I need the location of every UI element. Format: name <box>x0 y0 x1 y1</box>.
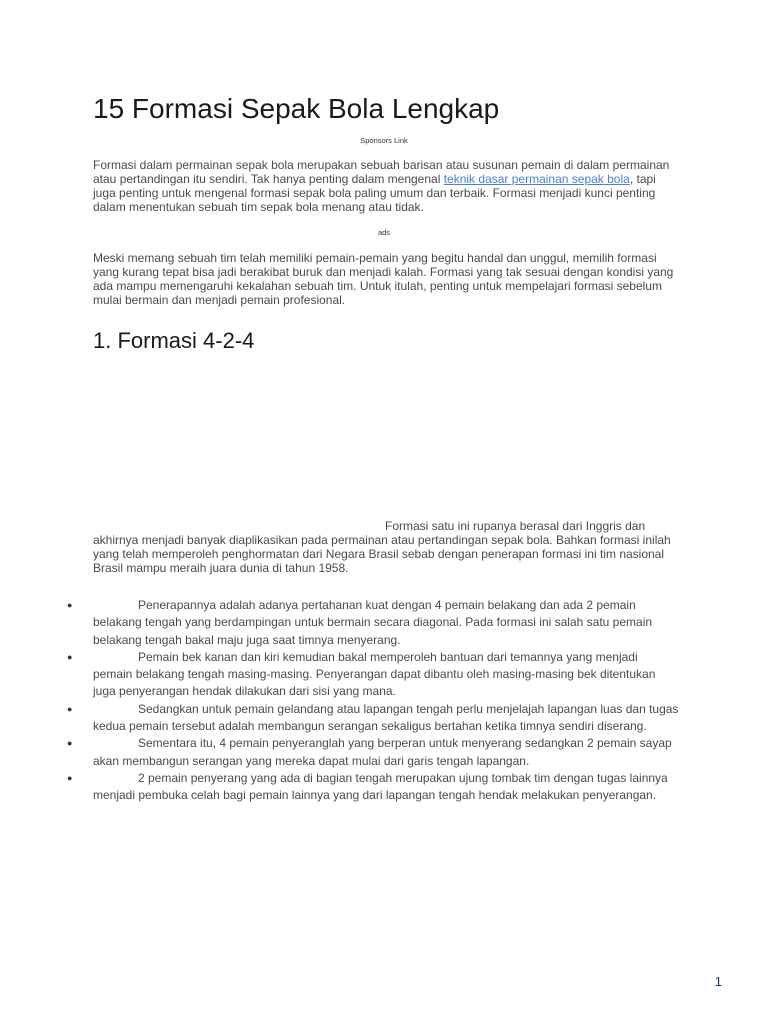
list-item <box>67 701 679 736</box>
list-item-text: Sementara itu, 4 pemain penyeranglah yang berperan untuk menyerang sedangkan 2 pemain sayap akan membangun serangan yang mereka dapat mulai dari garis tengah lapangan. <box>93 736 672 768</box>
list-item <box>67 735 679 770</box>
list-item-text: Pemain bek kanan dan kiri kemudian bakal memperoleh bantuan dari temannya yang menjadi pemain belakang tengah masing-masing. Penyerangan dapat dibantu oleh masing-masing bek ditentukan juga penyerangan hendak dilakukan dari sisi yang mana. <box>93 649 656 699</box>
intro-paragraph <box>93 158 675 214</box>
bullet-icon: ● <box>67 738 73 749</box>
section-heading-formasi-424: 1. Formasi 4-2-4 <box>93 328 255 353</box>
sponsors-link-label: Sponsors Link <box>360 136 408 145</box>
second-paragraph: Meski memang sebuah tim telah memiliki pemain-pemain yang begitu handal dan unggul, memilih formasi yang kurang tepat bisa jadi berakibat buruk dan menjadi kalah. Formasi yang tak sesuai dengan kondisi yang ada mampu memengaruhi kekalahan sebuah tim. Untuk itulah, penting untuk mempelajari formasi sebelum mulai bermain dan menjadi pemain profesional. <box>93 251 674 307</box>
page-title: 15 Formasi Sepak Bola Lengkap <box>93 93 500 124</box>
list-item-text: Penerapannya adalah adanya pertahanan kuat dengan 4 pemain belakang dan ada 2 pemain belakang tengah yang berdampingan untuk bermain secara diagonal. Pada formasi ini salah satu pemain belakang tengah bakal maju juga saat timnya menyerang. <box>93 598 653 647</box>
list-item <box>67 649 679 701</box>
formation-bullet-list <box>67 597 679 805</box>
list-item-text: 2 pemain penyerang yang ada di bagian tengah merupakan ujung tombak tim dengan tugas lainnya menjadi pembuka celah bagi pemain lainnya yang dari lapangan tengah hendak melakukan penyerangan. <box>93 770 668 803</box>
teknik-dasar-link[interactable]: teknik dasar permainan sepak bola <box>443 172 630 186</box>
ads-label: ads <box>377 228 391 237</box>
bullet-icon: ● <box>67 703 73 714</box>
list-item-text: Sedangkan untuk pemain gelandang atau lapangan tengah perlu menjelajah lapangan luas dan tugas kedua pemain tersebut adalah membangun serangan sekaligus bertahan ketika timnya sendiri diserang. <box>93 701 679 734</box>
list-item <box>67 770 679 805</box>
bullet-icon: ● <box>67 600 73 610</box>
bullet-icon: ● <box>67 772 73 783</box>
intro-text-part2: , tapi juga penting untuk mengenal formasi sepak bola paling umum dan terbaik. Formasi menjadi kunci penting dalam menentukan sebuah tim sepak bola menang atau tidak. <box>93 172 656 214</box>
section-paragraph-text: Formasi satu ini rupanya berasal dari Inggris dan akhirnya menjadi banyak diaplikasikan pada permainan atau pertandingan sepak bola. Bahkan formasi inilah yang telah memperoleh penghormatan dari Negara Brasil sebab dengan penerapan formasi ini tim nasional Brasil mampu meraih juara dunia di tahun 1958. <box>93 519 671 575</box>
intro-text-part1: Formasi dalam permainan sepak bola merupakan sebuah barisan atau susunan pemain di dalam permainan atau pertandingan itu sendiri. Tak hanya penting dalam mengenal <box>93 158 670 186</box>
page-number: 1 <box>714 974 722 989</box>
list-item <box>67 597 679 649</box>
section-paragraph <box>93 519 675 575</box>
bullet-icon: ● <box>67 651 73 662</box>
